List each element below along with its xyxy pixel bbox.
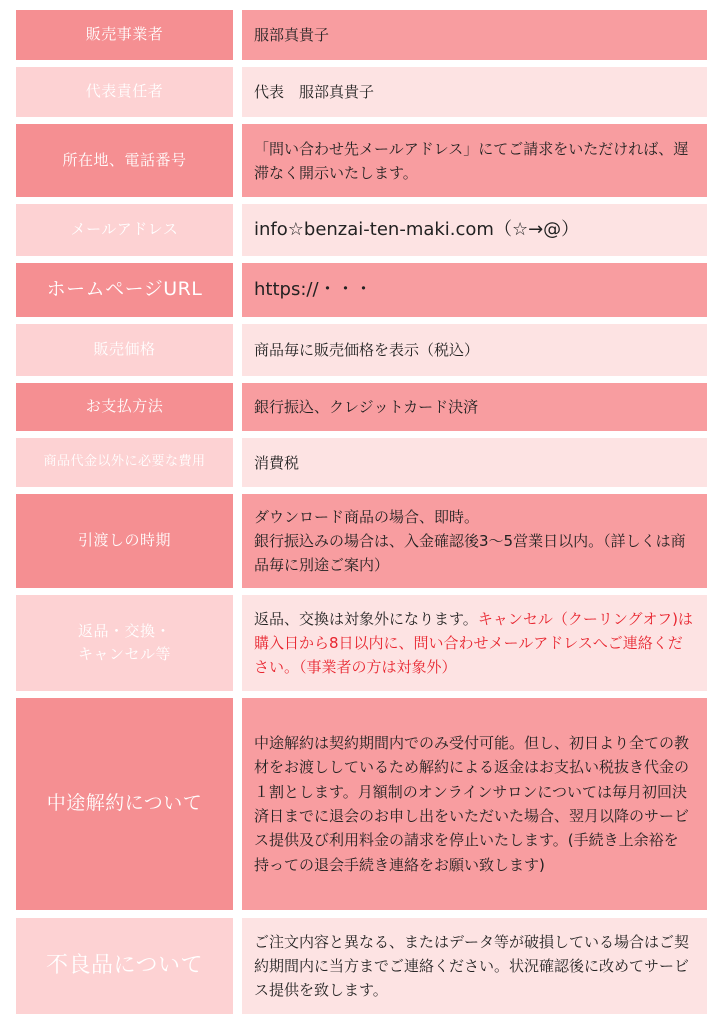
row-value: [242, 918, 707, 1014]
address-phone-text: 「問い合わせ先メールアドレス」にてご請求をいただければ、遅滞なく開示いたします。: [254, 139, 689, 182]
row-defective: [16, 918, 707, 1014]
row-label: 不良品について: [16, 918, 233, 1014]
delivery-text: ダウンロード商品の場合、即時。 銀行振込みの場合は、入金確認後3〜5営業日以内。（詳しくは商品毎に別途ご案内）: [254, 508, 686, 574]
row-label: ホームページURL: [16, 263, 233, 317]
row-label: 所在地、電話番号: [16, 124, 233, 197]
row-label: お支払方法: [16, 383, 233, 431]
seller-name: 服部真貴子: [254, 26, 330, 44]
cancellation-text: 中途解約は契約期間内でのみ受付可能。但し、初日より全ての教材をお渡ししているため解約による返金はお支払い税抜き代金の１割とします。月額制のオンラインサロンについては毎月初回決済日までに退会のお申し出をいただいた場合、翌月以降のサービス提供及び利用料金の請求を停止いたします。(手続き上余裕を持っての退会手続き連絡をお願い致します): [254, 734, 690, 874]
row-value: [242, 10, 707, 60]
row-value: [242, 324, 707, 376]
row-label: 中途解約について: [16, 698, 233, 910]
row-payment: [16, 383, 707, 431]
row-label: 返品・交換・ キャンセル等: [16, 595, 233, 691]
price-text: 商品毎に販売価格を表示（税込）: [254, 341, 480, 359]
returns-red-text: キャンセル（クーリングオフ)は購入日から8日以内に、問い合わせメールアドレスへご連絡ください。（事業者の方は対象外）: [254, 610, 693, 676]
representative-name: 代表 服部真貴子: [254, 83, 375, 101]
row-cancellation: [16, 698, 707, 910]
row-value: [242, 595, 707, 691]
returns-plain-text: 返品、交換は対象外になります。: [254, 610, 478, 628]
row-value: [242, 383, 707, 431]
row-address-phone: [16, 124, 707, 197]
row-homepage: [16, 263, 707, 317]
row-value: [242, 698, 707, 910]
row-label: メールアドレス: [16, 204, 233, 256]
row-delivery: [16, 494, 707, 588]
row-label: 商品代金以外に必要な費用: [16, 438, 233, 487]
row-label: 販売価格: [16, 324, 233, 376]
row-seller: [16, 10, 707, 60]
row-value: [242, 124, 707, 197]
row-price: [16, 324, 707, 376]
row-representative: [16, 67, 707, 117]
row-label: 引渡しの時期: [16, 494, 233, 588]
extra-fees-text: 消費税: [254, 453, 300, 472]
row-label: 販売事業者: [16, 10, 233, 60]
returns-text: [254, 607, 693, 679]
row-label: 代表責任者: [16, 67, 233, 117]
row-value: [242, 67, 707, 117]
row-returns: [16, 595, 707, 691]
row-email: [16, 204, 707, 256]
defective-text: ご注文内容と異なる、またはデータ等が破損している場合はご契約期間内に当方までご連絡ください。状況確認後に改めてサービス提供を致します。: [254, 933, 690, 999]
email-text: info☆benzai-ten-maki.com（☆→@）: [254, 218, 580, 240]
row-value: [242, 263, 707, 317]
row-extra-fees: [16, 438, 707, 487]
row-value: [242, 494, 707, 588]
row-value: [242, 438, 707, 487]
homepage-url: https://・・・: [254, 278, 373, 300]
row-value: [242, 204, 707, 256]
payment-text: 銀行振込、クレジットカード決済: [254, 398, 479, 416]
